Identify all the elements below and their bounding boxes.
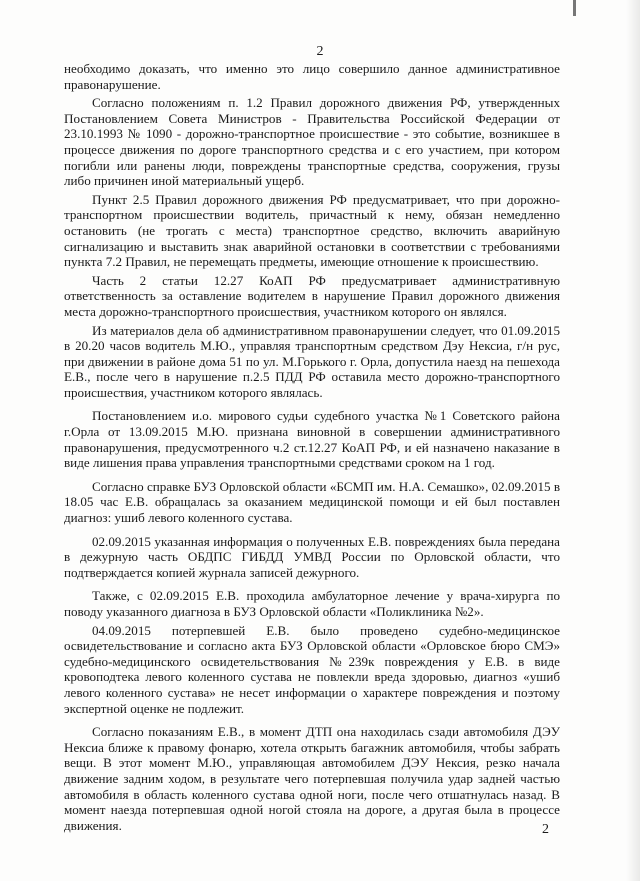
- paragraph-traffic-rules-definition: Согласно положениям п. 1.2 Правил дорожного движения РФ, утвержденных Постановлением Совета Министров - Правительства Российской Федерации от 23.10.1993 № 1090 - дорожно-транспортное происшествие - это событие, возникшее в процессе движения по дороге транспортного средства и с его участием, при котором погибли или ранены люди, повреждены транспортные средства, сооружения, грузы либо причинен иной материальный ущерб.: [64, 95, 560, 189]
- page-number-top: 2: [316, 44, 324, 59]
- paragraph-duty-report: 02.09.2015 указанная информация о полученных Е.В. повреждениях была передана в дежурную часть ОБДПС ГИБДД УМВД России по Орловской области, что подтверждается копией журнала записей дежурного.: [64, 533, 560, 580]
- paragraph-continuation: необходимо доказать, что именно это лицо совершило данное административное правонарушение.: [64, 61, 560, 92]
- paragraph-outpatient-treatment: Также, с 02.09.2015 Е.В. проходила амбулаторное лечение у врача-хирурга по поводу указанного диагноза в БУЗ Орловской области «Поликлиника №2».: [64, 588, 560, 619]
- paragraph-case-materials: Из материалов дела об административном правонарушении следует, что 01.09.2015 в 20.20 часов водитель М.Ю., управляя транспортным средством Дэу Нексиа, г/н рус, при движении в районе дома 51 по ул. М.Горького г. Орла, допустила наезд на пешехода Е.В., после чего в нарушение п.2.5 ПДД РФ оставила место дорожно-транспортного происшествия, участником которого являлась.: [64, 322, 560, 400]
- scan-mark: [573, 0, 576, 16]
- document-body: [64, 61, 560, 836]
- paragraph-court-ruling: Постановлением и.о. мирового судьи судебного участка №1 Советского района г.Орла от 13.09.2015 М.Ю. признана виновной в совершении административного правонарушения, предусмотренного ч.2 ст.12.27 КоАП РФ, и ей назначено наказание в виде лишения права управления транспортными средствами сроком на 1 год.: [64, 408, 560, 471]
- page-number-bottom: 2: [542, 822, 549, 837]
- paragraph-victim-testimony: Согласно показаниям Е.В., в момент ДТП она находилась сзади автомобиля ДЭУ Нексиа ближе к правому фонарю, хотела открыть багажник автомобиля, чтобы забрать вещи. В этот момент М.Ю., управляющая автомобилем ДЭУ Нексия, резко начала движение задним ходом, в результате чего потерпевшая получила удар задней частью автомобиля в область коленного сустава одной ноги, после чего отшатнулась назад. В момент наезда потерпевшая одной ногой стояла на дороге, а другая была в процессе движения.: [64, 724, 560, 833]
- paragraph-koap-12-27: Часть 2 статьи 12.27 КоАП РФ предусматривает административную ответственность за оставление водителем в нарушение Правил дорожного движения места дорожно-транспортного происшествия, участником которого он являлся.: [64, 272, 560, 319]
- page-edge-shadow: [626, 0, 640, 881]
- paragraph-forensic-examination: 04.09.2015 потерпевшей Е.В. было проведено судебно-медицинское освидетельствование и согласно акта БУЗ Орловской области «Орловское бюро СМЭ» судебно-медицинского освидетельствования №239к повреждения у Е.В. в виде кровоподтека левого коленного сустава не повлекли вреда здоровью, диагноз «ушиб левого коленного сустава» не несет информации о характере повреждения и поэтому экспертной оценке не подлежит.: [64, 622, 560, 716]
- paragraph-medical-certificate: Согласно справке БУЗ Орловской области «БСМП им. Н.А. Семашко», 02.09.2015 в 18.05 час Е.В. обращалась за оказанием медицинской помощи и ей был поставлен диагноз: ушиб левого коленного сустава.: [64, 478, 560, 526]
- paragraph-rule-2-5: Пункт 2.5 Правил дорожного движения РФ предусматривает, что при дорожно-транспортном происшествии водитель, причастный к нему, обязан немедленно остановить (не трогать с места) транспортное средство, включить аварийную сигнализацию и выставить знак аварийной остановки в соответствии с требованиями пункта 7.2 Правил, не перемещать предметы, имеющие отношение к происшествию.: [64, 191, 560, 270]
